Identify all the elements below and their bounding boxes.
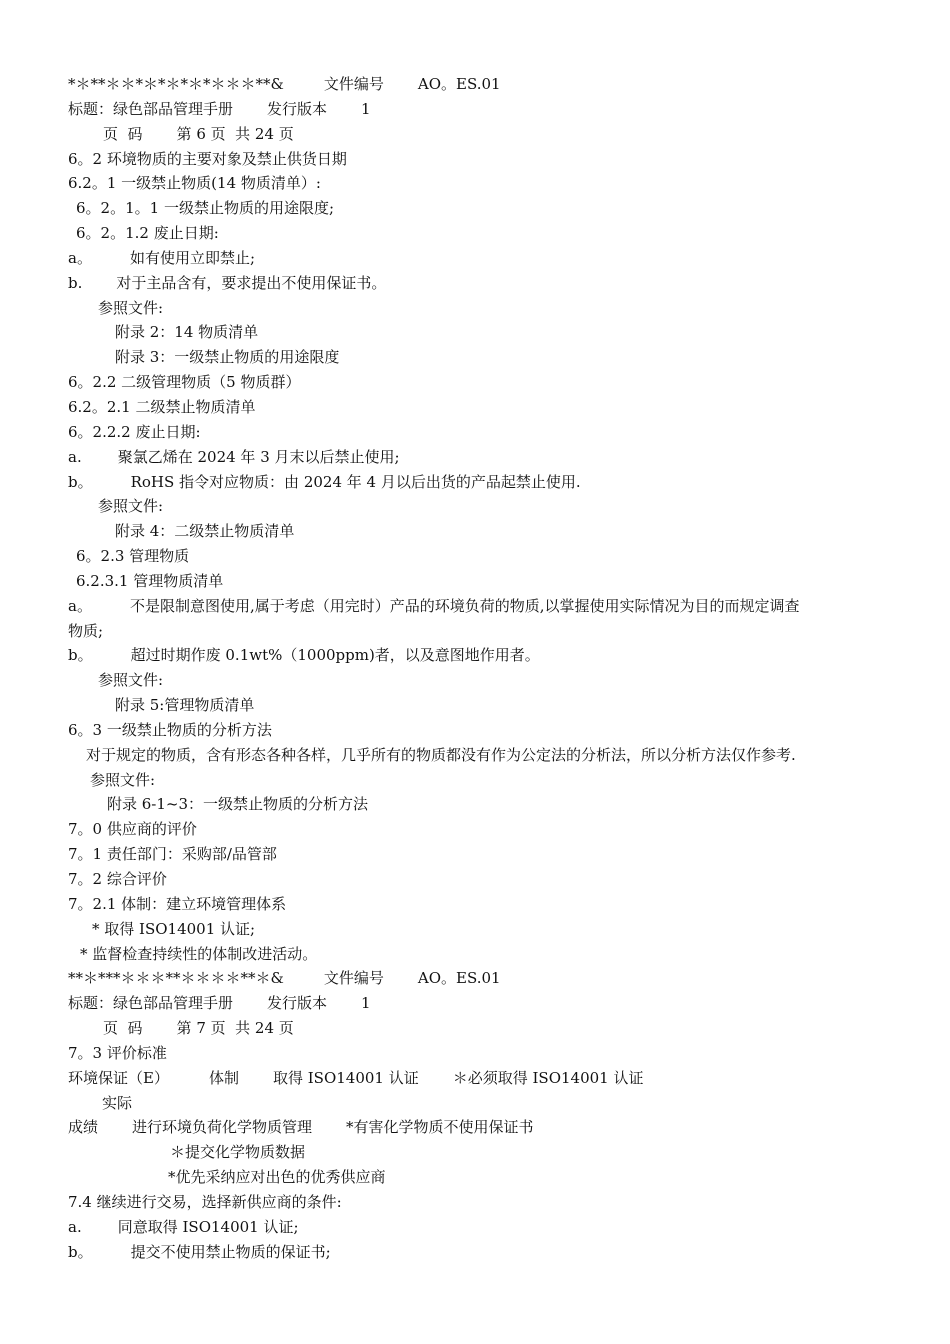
text-line [0, 966, 950, 991]
text-segment: 6。3 一级禁止物质的分析方法 [68, 720, 272, 739]
text-line [0, 1140, 950, 1165]
text-line [0, 619, 950, 644]
text-segment: 进行环境负荷化学物质管理 [132, 1118, 313, 1137]
text-segment: 发行版本 [267, 99, 328, 118]
text-line [0, 420, 950, 445]
text-line [0, 470, 950, 495]
text-line [0, 370, 950, 395]
text-segment: 环境保证（E） [68, 1068, 169, 1087]
text-segment: **＊***＊＊＊**＊＊＊＊**＊& [68, 969, 284, 988]
text-segment: 参照文件: [98, 298, 164, 317]
text-segment: 物质; [68, 621, 104, 640]
text-segment: 7.4 继续进行交易，选择新供应商的条件: [68, 1192, 342, 1211]
text-segment: 体制 [208, 1068, 239, 1087]
text-segment: * 取得 ISO14001 认证; [92, 919, 256, 938]
text-segment: b。 [68, 1242, 93, 1261]
text-segment: a. [68, 447, 82, 466]
text-segment: 7。3 评价标准 [68, 1043, 167, 1062]
text-line [0, 817, 950, 842]
text-line [0, 72, 950, 97]
text-segment: 6。2。1.2 废止日期: [76, 224, 219, 243]
text-line [0, 1115, 950, 1140]
text-segment: 6.2。1 一级禁止物质(14 物质清单）: [68, 174, 321, 193]
text-segment: 第 6 页 共 24 页 [176, 124, 294, 143]
text-segment: 文件编号 [323, 969, 384, 988]
text-segment: AO。ES.01 [417, 75, 501, 93]
text-segment: 超过时期作废 0.1wt%（1000ppm)者，以及意图地作用者。 [130, 646, 540, 665]
text-segment: 附录 2：14 物质清单 [115, 323, 259, 342]
text-line [0, 1240, 950, 1265]
text-segment: 对于规定的物质，含有形态各种各样，几乎所有的物质都没有作为公定法的分析法，所以分析方法仅作参考. [86, 745, 796, 764]
text-segment: 如有使用立即禁止; [129, 248, 256, 267]
text-segment: 6。2.2.2 废止日期: [68, 422, 201, 441]
text-segment: AO。ES.01 [417, 969, 501, 988]
text-line [0, 768, 950, 793]
text-segment: ＊必须取得 ISO14001 认证 [452, 1068, 644, 1087]
text-segment: 7。2.1 体制：建立环境管理体系 [68, 894, 287, 913]
text-line [0, 221, 950, 246]
text-line [0, 917, 950, 942]
text-segment: *有害化学物质不使用保证书 [346, 1118, 534, 1137]
text-segment: 不是限制意图使用,属于考虑（用完时）产品的环境负荷的物质,以掌握使用实际情况为目的而规定调查 [129, 596, 800, 615]
text-segment: 6.2。2.1 二级禁止物质清单 [68, 397, 256, 416]
text-segment: 1 [361, 994, 371, 1013]
text-segment: b。 [68, 646, 93, 665]
text-line [0, 97, 950, 122]
text-segment: 实际 [102, 1093, 133, 1112]
text-segment: 标题：绿色部品管理手册 [68, 99, 234, 118]
text-line [0, 320, 950, 345]
text-line [0, 1091, 950, 1116]
text-line [0, 942, 950, 967]
text-segment: a。 [68, 248, 92, 267]
text-segment: 标题：绿色部品管理手册 [68, 994, 234, 1013]
text-segment: ＊提交化学物质数据 [170, 1143, 306, 1162]
text-segment: 1 [361, 99, 371, 118]
text-segment: b。 [68, 472, 93, 491]
text-segment: 6。2 环境物质的主要对象及禁止供货日期 [68, 149, 347, 168]
text-line [0, 1190, 950, 1215]
text-line [0, 296, 950, 321]
text-line [0, 246, 950, 271]
text-segment: a. [68, 1217, 82, 1236]
text-segment: 提交不使用禁止物质的保证书; [130, 1242, 331, 1261]
text-line [0, 544, 950, 569]
text-segment: a。 [68, 596, 92, 615]
text-segment: 6。2。1。1 一级禁止物质的用途限度; [76, 199, 334, 218]
text-segment: 附录 5:管理物质清单 [115, 696, 255, 715]
text-line [0, 395, 950, 420]
text-line [0, 569, 950, 594]
text-segment: *优先采纳应对出色的优秀供应商 [168, 1168, 386, 1187]
text-line [0, 196, 950, 221]
text-line [0, 1041, 950, 1066]
text-segment: 页 码 [103, 124, 143, 143]
text-line [0, 892, 950, 917]
document-page [0, 72, 950, 1265]
text-segment: 文件编号 [323, 75, 384, 93]
text-segment: 参照文件: [98, 497, 164, 516]
text-line [0, 1016, 950, 1041]
text-segment: 6.2.3.1 管理物质清单 [76, 571, 224, 590]
text-line [0, 122, 950, 147]
text-segment: 页 码 [103, 1019, 143, 1038]
text-segment: 聚氯乙烯在 2024 年 3 月末以后禁止使用; [117, 447, 400, 466]
text-line [0, 147, 950, 172]
text-line [0, 842, 950, 867]
text-segment: 取得 ISO14001 认证 [272, 1068, 419, 1087]
text-segment: 对于主品含有，要求提出不使用保证书。 [116, 273, 387, 292]
text-segment: 7。2 综合评价 [68, 870, 167, 888]
text-line [0, 668, 950, 693]
text-segment: 参照文件: [98, 671, 164, 690]
text-line [0, 693, 950, 718]
text-line [0, 743, 950, 768]
text-line [0, 171, 950, 196]
text-line [0, 594, 950, 619]
text-line [0, 1215, 950, 1240]
text-line [0, 1066, 950, 1091]
text-segment: b. [68, 273, 83, 292]
text-segment: 附录 6-1~3：一级禁止物质的分析方法 [107, 795, 369, 814]
text-segment: 6。2.3 管理物质 [76, 547, 190, 566]
text-line [0, 345, 950, 370]
text-line [0, 494, 950, 519]
text-line [0, 1165, 950, 1190]
text-segment: 6。2.2 二级管理物质（5 物质群） [68, 373, 301, 392]
text-line [0, 718, 950, 743]
text-segment: 发行版本 [267, 994, 328, 1013]
text-line [0, 643, 950, 668]
text-segment: 附录 4：二级禁止物质清单 [115, 522, 295, 541]
text-segment: 7。0 供应商的评价 [68, 820, 197, 839]
text-line [0, 271, 950, 296]
text-line [0, 519, 950, 544]
text-segment: 附录 3：一级禁止物质的用途限度 [115, 348, 340, 367]
text-segment: 7。1 责任部门：采购部/品管部 [68, 845, 277, 864]
text-segment: *＊**＊＊*＊*＊*＊*＊＊＊**& [68, 75, 284, 93]
text-line [0, 867, 950, 892]
text-segment: RoHS 指令对应物质：由 2024 年 4 月以后出货的产品起禁止使用. [130, 472, 581, 491]
text-line [0, 991, 950, 1016]
text-line [0, 792, 950, 817]
text-segment: * 监督检查持续性的体制改进活动。 [80, 944, 318, 963]
text-segment: 成绩 [68, 1118, 99, 1137]
text-segment: 同意取得 ISO14001 认证; [117, 1217, 299, 1236]
text-segment: 参照文件: [90, 770, 156, 789]
text-segment: 第 7 页 共 24 页 [176, 1019, 294, 1038]
text-line [0, 445, 950, 470]
